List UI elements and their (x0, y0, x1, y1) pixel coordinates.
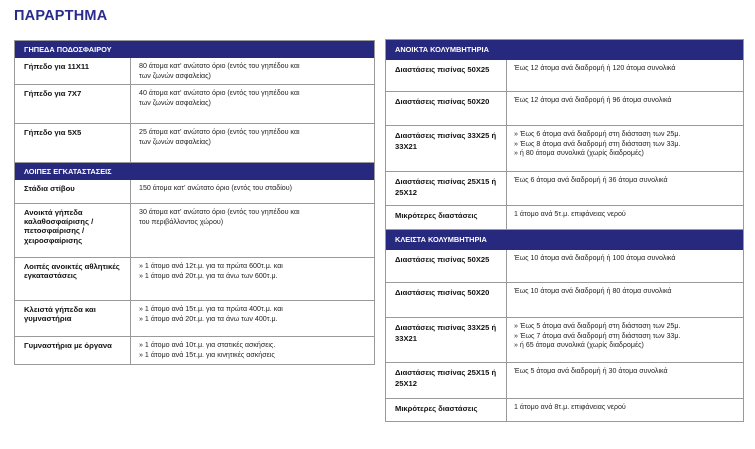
row-value (130, 204, 374, 257)
table-row (386, 91, 743, 125)
value-line: » 1 άτομο ανά 15τ.μ. για κινητικές ασκήσεις (139, 350, 275, 359)
row-value (130, 301, 374, 336)
row-value (506, 206, 743, 229)
value-line: » Έως 8 άτομα ανά διαδρομή στη διάσταση των 33μ. (514, 139, 681, 148)
row-label: Διαστάσεις πισίνας 25Χ15 ή 25Χ12 (395, 368, 497, 388)
row-label: Κλειστά γήπεδα και γυμναστήρια (24, 305, 96, 324)
value-line: 80 άτομα κατ' ανώτατο όριο (εντός του γηπέδου και (139, 62, 300, 70)
row-value (130, 58, 374, 84)
value-line: Έως 6 άτομα ανά διαδρομή ή 36 άτομα συνολικά (514, 176, 668, 184)
value-line: » 1 άτομο ανά 20τ.μ. για τα άνω των 600τ.μ. (139, 271, 278, 280)
row-label: Γήπεδο για 11Χ11 (24, 62, 89, 71)
value-line: 1 άτομο ανά 5τ.μ. επιφάνειας νερού (514, 210, 626, 218)
row-label: Γήπεδο για 7Χ7 (24, 89, 82, 98)
table-row (15, 84, 374, 123)
row-label: Μικρότερες διαστάσεις (395, 404, 478, 413)
table-row (386, 171, 743, 205)
value-line: Έως 5 άτομα ανά διαδρομή ή 30 άτομα συνολικά (514, 367, 668, 375)
row-value (506, 399, 743, 421)
row-value (506, 250, 743, 282)
value-line: » 1 άτομο ανά 15τ.μ. για τα πρώτα 400τ.μ. και (139, 305, 283, 313)
row-label: Διαστάσεις πισίνας 50Χ20 (395, 288, 490, 297)
row-label: Λοιπές ανοικτές αθλητικές εγκαταστάσεις (24, 262, 120, 281)
value-line: » 1 άτομο ανά 20τ.μ. για τα άνω των 400τ.μ. (139, 314, 278, 323)
row-label: Διαστάσεις πισίνας 25Χ15 ή 25Χ12 (395, 177, 497, 197)
table-row (15, 203, 374, 257)
value-line: 25 άτομα κατ' ανώτατο όριο (εντός του γηπέδου και (139, 128, 300, 136)
row-label: Γυμναστήρια με όργανα (24, 341, 112, 350)
row-value (130, 180, 374, 203)
table-row (15, 257, 374, 300)
value-line: » 1 άτομο ανά 12τ.μ. για τα πρώτα 600τ.μ. και (139, 262, 283, 270)
table-row (386, 60, 743, 91)
row-value (130, 258, 374, 300)
section-header-football: ΓΗΠΕΔΑ ΠΟΔΟΣΦΑΙΡΟΥ (15, 41, 374, 58)
row-value (506, 126, 743, 171)
value-line: Έως 12 άτομα ανά διαδρομή ή 96 άτομα συνολικά (514, 96, 672, 104)
table-row (386, 398, 743, 421)
row-label: Διαστάσεις πισίνας 50Χ25 (395, 65, 490, 74)
value-line: Έως 10 άτομα ανά διαδρομή ή 80 άτομα συνολικά (514, 287, 672, 295)
row-label: Ανοικτά γήπεδα καλαθοσφαίρισης / πετοσφαίρισης / χειροσφαίρισης (24, 208, 94, 245)
value-line: του περιβάλλοντος χώρου) (139, 217, 224, 226)
table-row (15, 180, 374, 203)
table-row (15, 336, 374, 364)
right-table (385, 39, 744, 422)
row-label: Διαστάσεις πισίνας 50Χ20 (395, 97, 490, 106)
row-value (130, 337, 374, 364)
table-row (15, 123, 374, 162)
table-row (386, 282, 743, 317)
row-value (130, 85, 374, 123)
value-line: των ζωνών ασφαλείας) (139, 137, 211, 146)
value-line: 150 άτομα κατ' ανώτατο όριο (εντός του σταδίου) (139, 184, 292, 192)
section-header-other-facilities: ΛΟΙΠΕΣ ΕΓΚΑΤΑΣΤΑΣΕΙΣ (15, 162, 374, 180)
table-row (386, 125, 743, 171)
row-label: Μικρότερες διαστάσεις (395, 211, 478, 220)
table-row (386, 317, 743, 362)
section-header-outdoor-pools: ΑΝΟΙΚΤΑ ΚΟΛΥΜΒΗΤΗΡΙΑ (386, 40, 743, 60)
row-label: Διαστάσεις πισίνας 33Χ25 ή 33Χ21 (395, 131, 497, 151)
value-line: » ή 65 άτομα συνολικά (χωρίς διαδρομές) (514, 341, 644, 350)
value-line: » Έως 6 άτομα ανά διαδρομή στη διάσταση των 25μ. (514, 130, 681, 138)
row-value (506, 172, 743, 205)
row-value (506, 283, 743, 317)
value-line: των ζωνών ασφαλείας) (139, 98, 211, 107)
table-row (386, 362, 743, 398)
table-row (15, 300, 374, 336)
row-value (130, 124, 374, 162)
left-table (14, 40, 375, 365)
value-line: 40 άτομα κατ' ανώτατο όριο (εντός του γηπέδου και (139, 89, 300, 97)
row-value (506, 363, 743, 398)
value-line: » 1 άτομο ανά 10τ.μ. για στατικές ασκήσεις. (139, 341, 276, 349)
row-value (506, 92, 743, 125)
row-value (506, 60, 743, 91)
value-line: 30 άτομα κατ' ανώτατο όριο (εντός του γηπέδου και (139, 208, 300, 216)
section-header-indoor-pools: ΚΛΕΙΣΤΑ ΚΟΛΥΜΒΗΤΗΡΙΑ (386, 229, 743, 250)
value-line: » Έως 5 άτομα ανά διαδρομή στη διάσταση των 25μ. (514, 322, 681, 330)
row-label: Στάδια στίβου (24, 184, 75, 193)
value-line: Έως 10 άτομα ανά διαδρομή ή 100 άτομα συνολικά (514, 254, 676, 262)
value-line: Έως 12 άτομα ανά διαδρομή ή 120 άτομα συνολικά (514, 64, 676, 72)
value-line: των ζωνών ασφαλείας) (139, 71, 211, 80)
table-row (15, 58, 374, 84)
row-label: Διαστάσεις πισίνας 50Χ25 (395, 255, 490, 264)
table-row (386, 205, 743, 229)
value-line: » ή 80 άτομα συνολικά (χωρίς διαδρομές) (514, 149, 644, 158)
row-value (506, 318, 743, 362)
page-title: ΠΑΡΑΡΤΗΜΑ (14, 8, 108, 24)
value-line: » Έως 7 άτομα ανά διαδρομή στη διάσταση των 33μ. (514, 331, 681, 340)
row-label: Γήπεδο για 5Χ5 (24, 128, 82, 137)
table-row (386, 250, 743, 282)
value-line: 1 άτομο ανά 8τ.μ. επιφάνειας νερού (514, 403, 626, 411)
row-label: Διαστάσεις πισίνας 33Χ25 ή 33Χ21 (395, 323, 497, 343)
